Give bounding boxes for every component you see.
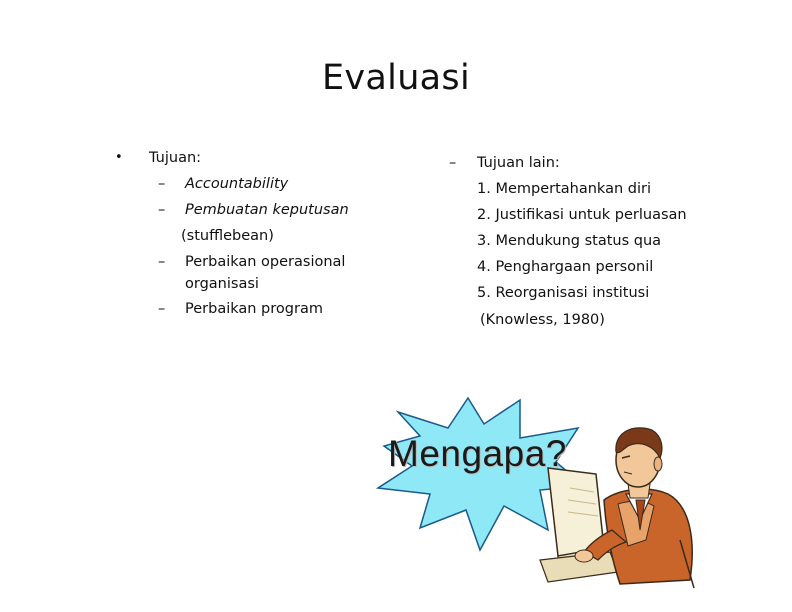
left-item-4: Perbaikan program [185,301,323,317]
dash-marker: – [158,254,166,270]
left-item-2-cont: (stufflebean) [181,228,274,244]
right-heading: Tujuan lain: [477,155,560,171]
callout-text: Mengapa? [388,433,567,474]
left-item-3: Perbaikan operasional [185,254,346,270]
dash-marker: – [158,202,166,218]
right-item-1: 1. Mempertahankan diri [477,181,651,197]
left-heading: Tujuan: [149,150,202,166]
citation: (Knowless, 1980) [480,312,605,328]
bullet-dot: • [115,150,123,165]
right-item-5: 5. Reorganisasi institusi [477,285,650,301]
right-item-4: 4. Penghargaan personil [477,259,654,275]
left-item-1: Accountability [185,176,289,192]
slide-title: Evaluasi [322,58,470,98]
dash-marker: – [158,176,166,192]
left-item-2: Pembuatan keputusan [185,202,349,218]
right-item-3: 3. Mendukung status qua [477,233,662,249]
dash-marker: – [449,155,457,171]
dash-marker: – [158,301,166,317]
right-item-2: 2. Justifikasi untuk perluasan [477,207,687,223]
left-item-3-cont: organisasi [185,276,259,292]
